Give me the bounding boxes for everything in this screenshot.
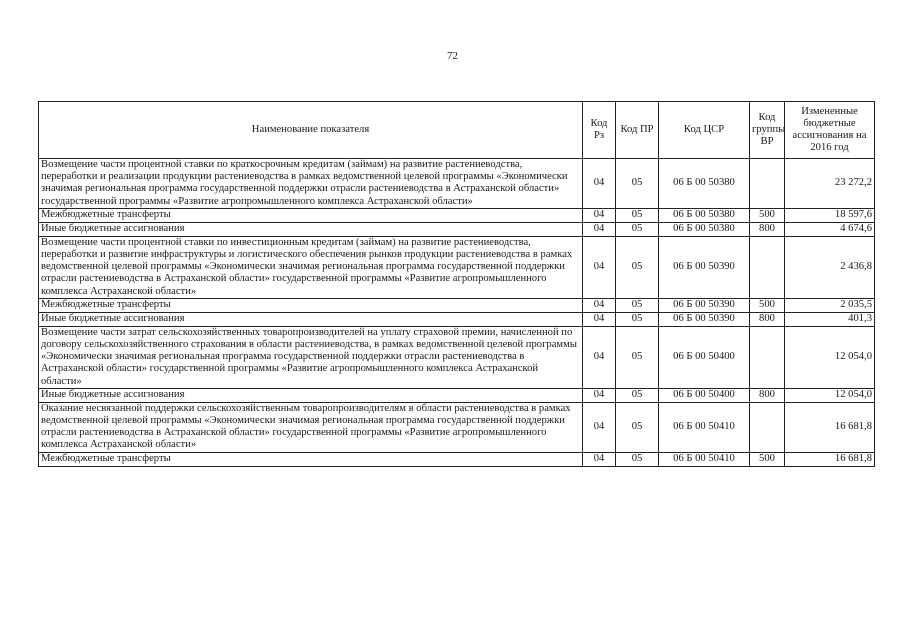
row-rz: 04 (583, 208, 616, 222)
row-vr (750, 159, 785, 209)
row-pr: 05 (616, 452, 659, 466)
header-vr: Код группы ВР (750, 102, 785, 159)
row-pr: 05 (616, 159, 659, 209)
row-pr: 05 (616, 388, 659, 402)
table-row (39, 298, 875, 312)
budget-table (38, 101, 875, 467)
row-vr: 500 (750, 452, 785, 466)
header-rz: Код Рз (583, 102, 616, 159)
header-pr: Код ПР (616, 102, 659, 159)
row-vr: 500 (750, 208, 785, 222)
row-name: Возмещение части процентной ставки по инвестиционным кредитам (займам) на развитие растениеводства, переработки и развитие инфраструктуры и логистического обеспечения рынков продукции растениеводства в рамках ведомственной целевой программы «Экономически значимая региональная программа государственной поддержки отрасли растениеводства в Астраханской области» государственной программы «Развитие агропромышленного комплекса Астраханской области» (39, 236, 583, 298)
table-row (39, 222, 875, 236)
row-rz: 04 (583, 388, 616, 402)
row-amount: 12 054,0 (785, 326, 875, 388)
row-vr: 800 (750, 312, 785, 326)
row-csr: 06 Б 00 50390 (659, 298, 750, 312)
table-row (39, 159, 875, 209)
row-vr: 500 (750, 298, 785, 312)
table-row (39, 236, 875, 298)
row-amount: 2 436,8 (785, 236, 875, 298)
row-vr: 800 (750, 222, 785, 236)
table-row (39, 208, 875, 222)
table-row (39, 402, 875, 452)
header-amount: Измененные бюджетные ассигнования на 2016 год (785, 102, 875, 159)
row-pr: 05 (616, 326, 659, 388)
table-header-row (39, 102, 875, 159)
row-rz: 04 (583, 236, 616, 298)
row-name: Иные бюджетные ассигнования (39, 222, 583, 236)
row-csr: 06 Б 00 50400 (659, 326, 750, 388)
row-vr (750, 236, 785, 298)
table-row (39, 326, 875, 388)
row-csr: 06 Б 00 50390 (659, 236, 750, 298)
page-number: 72 (447, 50, 458, 62)
row-name: Возмещение части процентной ставки по краткосрочным кредитам (займам) на развитие растениеводства, переработки и реализации продукции растениеводства в рамках ведомственной целевой программы «Экономически значимая региональная программа государственной поддержки отрасли растениеводства в Астраханской области» государственной программы «Развитие агропромышленного комплекса Астраханской области» (39, 159, 583, 209)
row-amount: 4 674,6 (785, 222, 875, 236)
row-amount: 16 681,8 (785, 452, 875, 466)
row-name: Межбюджетные трансферты (39, 452, 583, 466)
row-pr: 05 (616, 208, 659, 222)
table-row (39, 452, 875, 466)
row-amount: 16 681,8 (785, 402, 875, 452)
row-vr (750, 326, 785, 388)
row-csr: 06 Б 00 50380 (659, 159, 750, 209)
row-pr: 05 (616, 402, 659, 452)
row-csr: 06 Б 00 50410 (659, 452, 750, 466)
row-csr: 06 Б 00 50380 (659, 208, 750, 222)
row-name: Иные бюджетные ассигнования (39, 312, 583, 326)
row-pr: 05 (616, 236, 659, 298)
row-name: Иные бюджетные ассигнования (39, 388, 583, 402)
table-row (39, 312, 875, 326)
row-name: Оказание несвязанной поддержки сельскохозяйственным товаропроизводителям в области растениеводства в рамках ведомственной целевой программы «Экономически значимая региональная программа государственной поддержки отрасли растениеводства в Астраханской области» государственной программы «Развитие агропромышленного комплекса Астраханской области» (39, 402, 583, 452)
row-rz: 04 (583, 402, 616, 452)
row-name: Межбюджетные трансферты (39, 298, 583, 312)
row-csr: 06 Б 00 50410 (659, 402, 750, 452)
row-csr: 06 Б 00 50390 (659, 312, 750, 326)
header-csr: Код ЦСР (659, 102, 750, 159)
row-amount: 23 272,2 (785, 159, 875, 209)
row-rz: 04 (583, 312, 616, 326)
row-pr: 05 (616, 222, 659, 236)
row-name: Межбюджетные трансферты (39, 208, 583, 222)
row-amount: 12 054,0 (785, 388, 875, 402)
row-rz: 04 (583, 298, 616, 312)
row-csr: 06 Б 00 50380 (659, 222, 750, 236)
row-name: Возмещение части затрат сельскохозяйственных товаропроизводителей на уплату страховой премии, начисленной по договору сельскохозяйственного страхования в области растениеводства, в рамках ведомственной целевой программы «Экономически значимая региональная программа государственной поддержки отрасли растениеводства в Астраханской области» государственной программы «Развитие агропромышленного комплекса Астраханской области» (39, 326, 583, 388)
row-rz: 04 (583, 222, 616, 236)
header-name: Наименование показателя (39, 102, 583, 159)
row-csr: 06 Б 00 50400 (659, 388, 750, 402)
row-amount: 2 035,5 (785, 298, 875, 312)
row-pr: 05 (616, 298, 659, 312)
table-row (39, 388, 875, 402)
row-vr (750, 402, 785, 452)
row-pr: 05 (616, 312, 659, 326)
row-rz: 04 (583, 326, 616, 388)
row-rz: 04 (583, 452, 616, 466)
row-vr: 800 (750, 388, 785, 402)
row-amount: 401,3 (785, 312, 875, 326)
row-amount: 18 597,6 (785, 208, 875, 222)
row-rz: 04 (583, 159, 616, 209)
